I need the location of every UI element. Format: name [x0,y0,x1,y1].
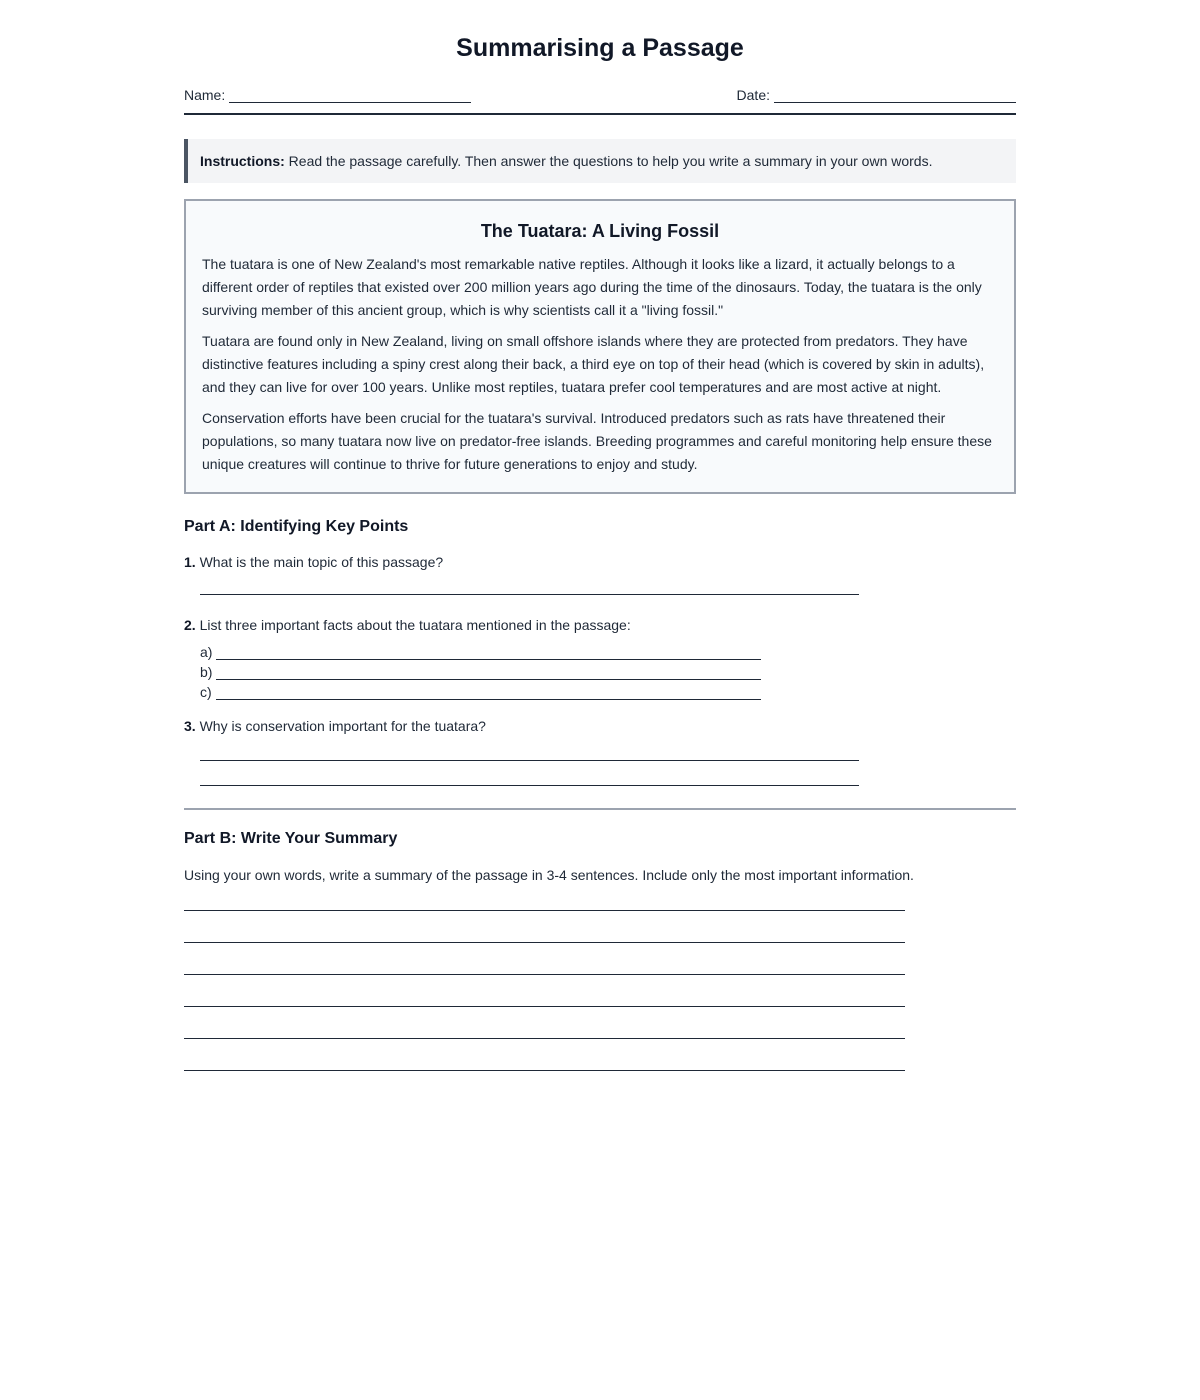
summary-line[interactable] [184,975,905,1007]
answer-line[interactable] [200,760,859,761]
question-number: 1. [184,554,196,570]
instructions-text: Read the passage carefully. Then answer the questions to help you write a summary in your own words. [288,153,933,169]
question-text: Why is conservation important for the tuatara? [199,718,486,734]
name-date-row [184,81,1016,115]
question-text: List three important facts about the tuatara mentioned in the passage: [199,617,631,633]
fact-item-c [200,680,1016,700]
part-b-title: Part B: Write Your Summary [184,830,398,847]
summary-lines [184,885,1016,1071]
summary-line[interactable] [184,943,905,975]
answer-line[interactable] [216,665,761,680]
question-3 [184,716,1016,736]
question-1 [184,552,1016,572]
fact-item-b [200,660,1016,680]
page-title: Summarising a Passage [456,34,744,62]
part-b-section [184,828,1016,1071]
fact-list [184,640,1016,700]
summary-line[interactable] [184,1039,905,1071]
question-2 [184,615,1016,635]
question-number: 3. [184,718,196,734]
answer-line[interactable] [216,645,761,660]
fact-label: a) [200,644,213,660]
section-divider [184,808,1016,810]
part-b-instructions: Using your own words, write a summary of the passage in 3-4 sentences. Include only the most important information. [184,867,914,883]
passage-paragraph: Conservation efforts have been crucial for the tuatara's survival. Introduced predators such as rats have threatened their populations, so many tuatara now live on predator-free islands. Breeding programmes and careful monitoring help ensure these unique creatures will continue to thrive for future generations to enjoy and study. [202,410,992,472]
question-number: 2. [184,617,196,633]
date-field [737,87,1016,103]
part-a-title: Part A: Identifying Key Points [184,518,409,535]
passage-title: The Tuatara: A Living Fossil [480,221,720,241]
answer-lines [184,760,1016,786]
instructions-box [184,139,1016,183]
passage-box [184,199,1016,494]
fact-item-a [200,640,1016,660]
name-input-line[interactable] [229,87,471,103]
worksheet [184,0,1016,1071]
name-label: Name: [184,87,226,103]
date-input-line[interactable] [774,87,1016,103]
answer-line[interactable] [200,594,859,595]
summary-line[interactable] [184,1007,905,1039]
instructions-label: Instructions: [200,153,285,169]
question-text: What is the main topic of this passage? [199,554,444,570]
fact-label: b) [200,664,213,680]
name-field [184,87,471,103]
summary-line[interactable] [184,911,905,943]
answer-line[interactable] [200,785,859,786]
fact-label: c) [200,684,212,700]
summary-line[interactable] [184,885,905,911]
passage-paragraph: The tuatara is one of New Zealand's most remarkable native reptiles. Although it looks like a lizard, it actually belongs to a different order of reptiles that existed over 200 million years ago during the time of the dinosaurs. Today, the tuatara is the only surviving member of this ancient group, which is why scientists call it a "living fossil." [202,256,982,318]
part-a-section [184,516,1016,786]
passage-paragraph: Tuatara are found only in New Zealand, living on small offshore islands where they are protected from predators. They have distinctive features including a spiny crest along their back, a third eye on top of their head (which is covered by skin in adults), and they can live for over 100 years. Unlike most reptiles, tuatara prefer cool temperatures and are most active at night. [202,333,985,395]
date-label: Date: [736,87,770,103]
answer-line[interactable] [216,685,761,700]
